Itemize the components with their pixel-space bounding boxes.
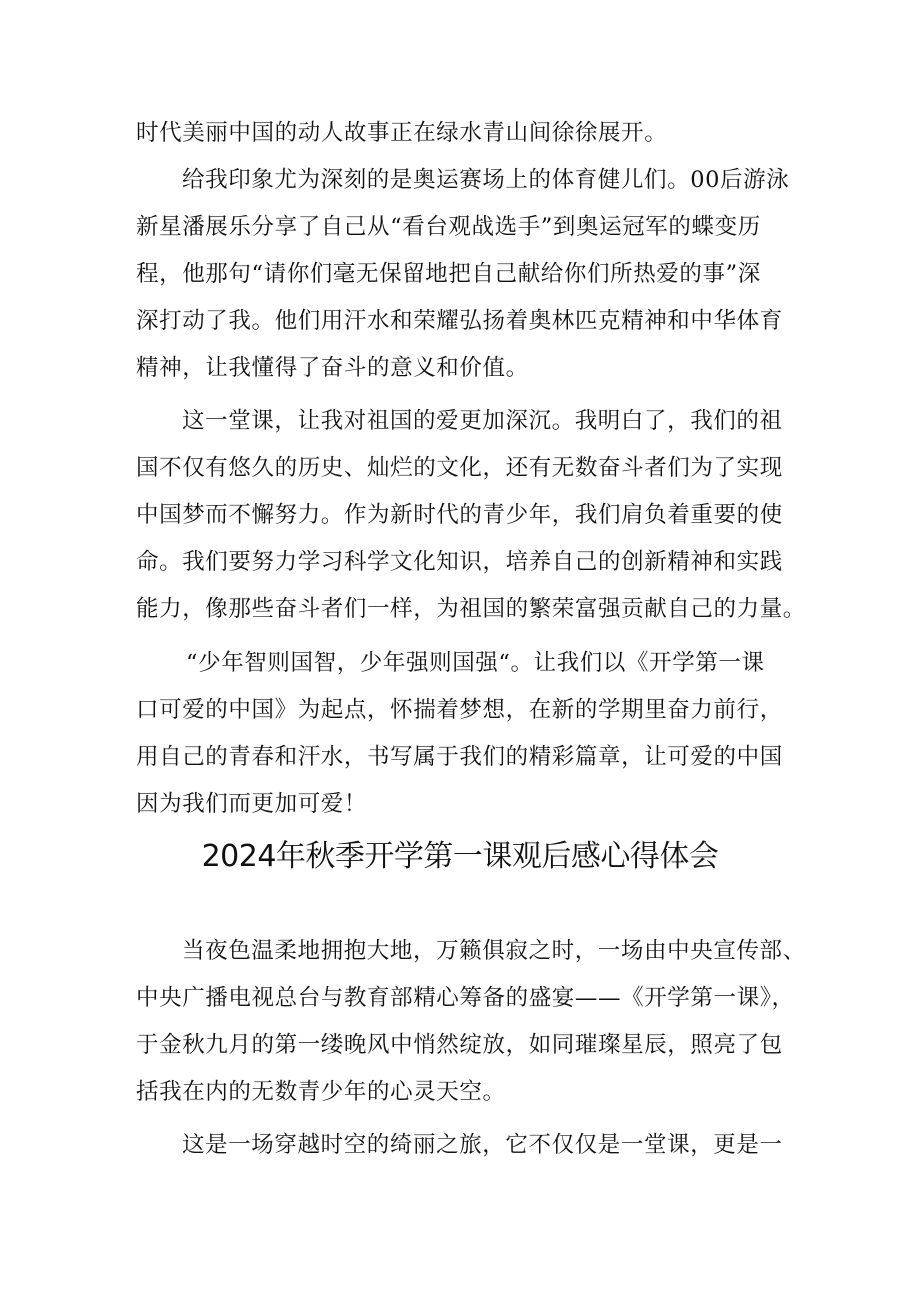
paragraph-line: 当夜色温柔地拥抱大地，万籁俱寂之时，一场由中央宣传部、 <box>182 938 806 964</box>
paragraph-line: 能力，像那些奋斗者们一样，为祖国的繁荣富强贡献自己的力量。 <box>136 596 806 622</box>
paragraph-line: 中央广播电视总台与教育部精心筹备的盛宴——《开学第一课》， <box>136 985 795 1011</box>
paragraph-line: 因为我们而更加可爱！ <box>136 791 368 817</box>
paragraph-line: 深打动了我。他们用汗水和荣耀弘扬着奥林匹克精神和中华体育 <box>136 308 783 334</box>
paragraph-line: 精神，让我懂得了奋斗的意义和价值。 <box>136 355 529 381</box>
paragraph-line: 用自己的青春和汗水，书写属于我们的精彩篇章，让可爱的中国 <box>136 744 783 770</box>
paragraph-line: 国不仅有悠久的历史、灿烂的文化，还有无数奋斗者们为了实现 <box>136 455 783 481</box>
paragraph-line: 新星潘展乐分享了自己从“看台观战选手”到奥运冠军的蝶变历 <box>136 214 761 240</box>
paragraph-line: 给我印象尤为深刻的是奥运赛场上的体育健儿们。00后游泳 <box>182 167 790 193</box>
paragraph-line: 这一堂课，让我对祖国的爱更加深沉。我明白了，我们的祖 <box>182 408 783 434</box>
paragraph-line: “少年智则国智，少年强则国强“。让我们以《开学第一课 <box>186 650 765 676</box>
paragraph-line: 这是一场穿越时空的绮丽之旅，它不仅仅是一堂课，更是一 <box>182 1132 783 1158</box>
paragraph-line: 中国梦而不懈努力。作为新时代的青少年，我们肩负着重要的使 <box>136 502 783 528</box>
paragraph-line: 括我在内的无数青少年的心灵天空。 <box>136 1079 506 1105</box>
document-title: 2024年秋季开学第一课观后感心得体会 <box>201 839 719 874</box>
paragraph-line: 于金秋九月的第一缕晚风中悄然绽放，如同璀璨星辰，照亮了包 <box>136 1032 783 1058</box>
paragraph-line: 口可爱的中国》为起点，怀揣着梦想，在新的学期里奋力前行， <box>136 697 783 723</box>
paragraph-line: 命。我们要努力学习科学文化知识，培养自己的创新精神和实践 <box>136 549 783 575</box>
paragraph-line: 时代美丽中国的动人故事正在绿水青山间徐徐展开。 <box>136 120 668 146</box>
paragraph-line: 程，他那句“请你们毫无保留地把自己献给你们所热爱的事”深 <box>136 261 761 287</box>
